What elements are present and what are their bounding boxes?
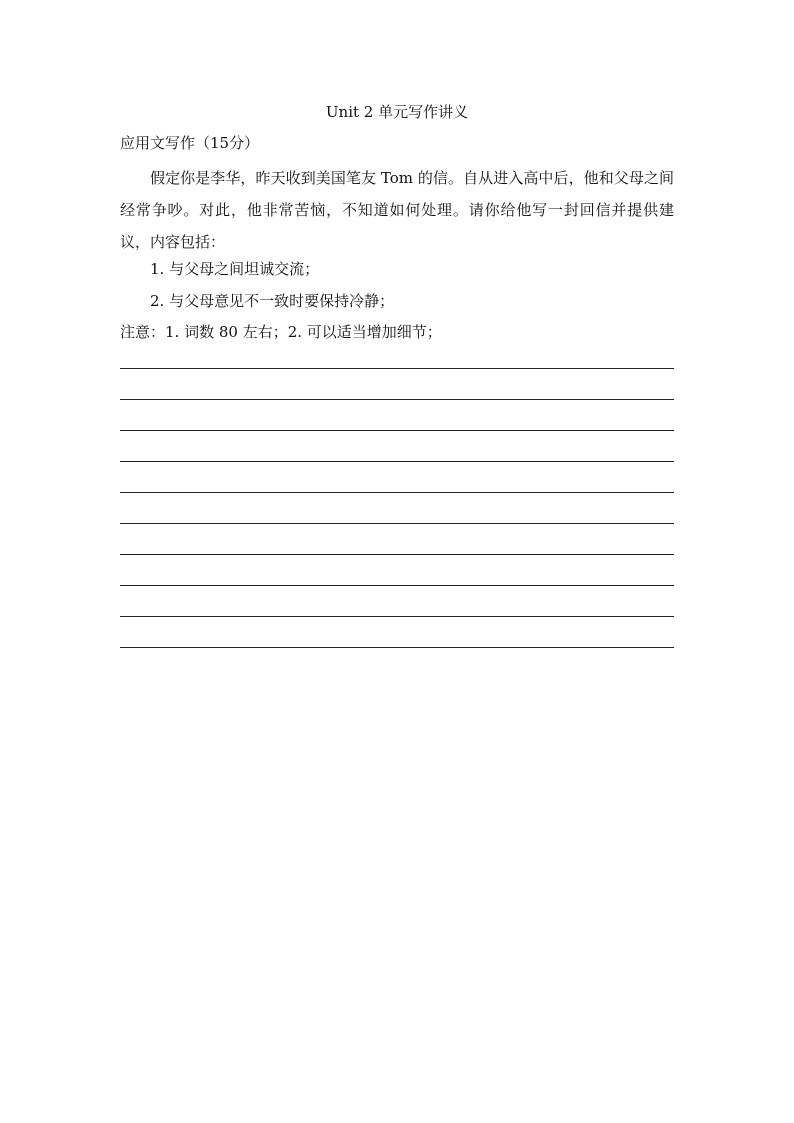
answer-line [120,554,674,555]
answer-line [120,616,674,617]
writing-notes: 注意：1. 词数 80 左右；2. 可以适当增加细节； [120,323,442,341]
answer-lines [120,368,674,678]
content-point-1: 1. 与父母之间坦诚交流； [150,260,320,278]
section-heading: 应用文写作（15分） [120,134,260,152]
answer-line [120,461,674,462]
answer-line [120,523,674,524]
answer-line [120,430,674,431]
answer-line [120,647,674,648]
prompt-paragraph: 假定你是李华，昨天收到美国笔友 Tom 的信。自从进入高中后，他和父母之间经常争吵。对此，他非常苦恼，不知道如何处理。请你给他写一封回信并提供建议，内容包括： [120,169,674,251]
answer-line [120,399,674,400]
page-title: Unit 2 单元写作讲义 [325,103,469,121]
answer-line [120,585,674,586]
content-point-2: 2. 与父母意见不一致时要保持冷静； [150,292,395,310]
answer-line [120,492,674,493]
answer-line [120,368,674,369]
